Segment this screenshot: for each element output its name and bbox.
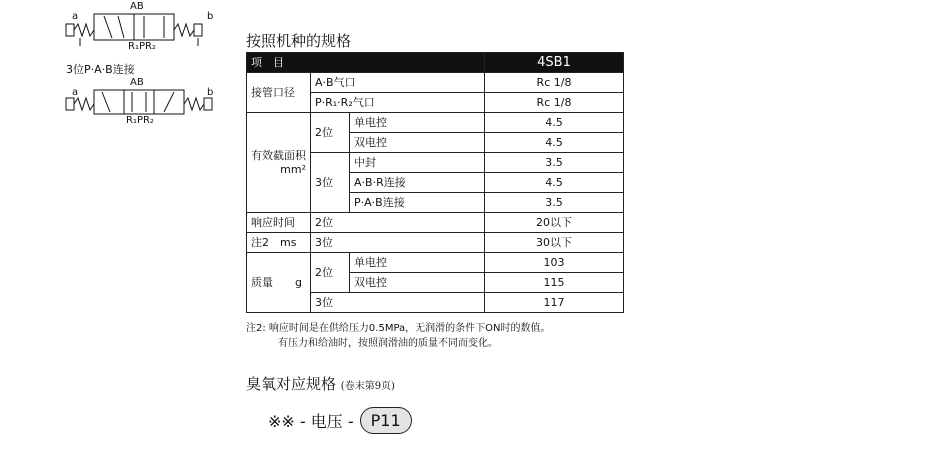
area-single-label: 单电控: [350, 113, 485, 133]
footnote: [246, 321, 551, 351]
area-pab-label: P·A·B连接: [350, 193, 485, 213]
port-label-bottom: R₁PR₂: [128, 41, 156, 52]
ozone-title: 臭氧对应规格: [246, 375, 337, 393]
effective-area-title: 有效截面积: [251, 148, 306, 162]
area-2pos-double-value: 4.5: [485, 133, 624, 153]
mass-double-label: 双电控: [350, 273, 485, 293]
resp-3pos-label: 3位: [311, 233, 485, 253]
response-time-label: 响应时间: [247, 213, 311, 233]
ozone-page-ref: (卷末第9页): [340, 381, 395, 392]
voltage-prefix: ※※ - 电压 -: [268, 412, 354, 431]
table-row: [247, 253, 624, 273]
area-3pos-label: 3位: [311, 153, 350, 213]
page-ref-badge: P11: [360, 407, 412, 434]
symbol-caption: 3位P·A·B连接: [66, 63, 135, 76]
table-row: [247, 213, 624, 233]
effective-area-unit: mm²: [280, 162, 306, 176]
area-3pos-pab-value: 3.5: [485, 193, 624, 213]
valve-symbol-2pos: [60, 2, 220, 50]
area-3pos-closed-value: 3.5: [485, 153, 624, 173]
area-closed-label: 中封: [350, 153, 485, 173]
area-abr-label: A·B·R连接: [350, 173, 485, 193]
port-label-b: b: [207, 87, 214, 98]
response-time-note: 注2 ms: [247, 233, 311, 253]
resp-2pos-label: 2位: [311, 213, 485, 233]
port-label-top: AB: [130, 1, 144, 12]
area-2pos-label: 2位: [311, 113, 350, 153]
mass-2pos-double-value: 115: [485, 273, 624, 293]
valve-diagram-icon: [60, 78, 220, 126]
table-title: 按照机种的规格: [246, 32, 352, 50]
header-item: 项 目: [247, 53, 485, 73]
mass-2pos-single-value: 103: [485, 253, 624, 273]
port-label-a: a: [72, 87, 79, 98]
table-row: [247, 73, 624, 93]
spec-table: [246, 52, 624, 313]
port-ab-label: A·B气口: [311, 73, 485, 93]
area-double-label: 双电控: [350, 133, 485, 153]
port-size-label: 接管口径: [247, 73, 311, 113]
port-label-top: AB: [130, 77, 144, 88]
port-pr-label: P·R₁·R₂气口: [311, 93, 485, 113]
area-3pos-abr-value: 4.5: [485, 173, 624, 193]
valve-diagram-icon: [60, 2, 220, 50]
mass-3pos-label: 3位: [311, 293, 485, 313]
table-header-row: [247, 53, 624, 73]
table-row: [247, 113, 624, 133]
table-row: [247, 233, 624, 253]
voltage-code: [268, 407, 412, 434]
mass-single-label: 单电控: [350, 253, 485, 273]
resp-3pos-value: 30以下: [485, 233, 624, 253]
port-label-bottom: R₁PR₂: [126, 115, 154, 126]
port-ab-value: Rc 1/8: [485, 73, 624, 93]
port-pr-value: Rc 1/8: [485, 93, 624, 113]
port-label-b: b: [207, 11, 214, 22]
mass-label: 质量 g: [247, 253, 311, 313]
effective-area-label: [247, 113, 311, 213]
footnote-line2: 有压力和给油时，按照润滑油的质量不同而变化。: [278, 338, 498, 349]
header-model: 4SB1: [485, 53, 624, 73]
mass-3pos-value: 117: [485, 293, 624, 313]
port-label-a: a: [72, 11, 79, 22]
mass-2pos-label: 2位: [311, 253, 350, 293]
area-2pos-single-value: 4.5: [485, 113, 624, 133]
ozone-heading: [246, 373, 395, 394]
valve-symbol-3pos: [60, 78, 220, 126]
footnote-line1: 注2: 响应时间是在供给压力0.5MPa，无润滑的条件下ON时的数值。: [246, 323, 551, 334]
resp-2pos-value: 20以下: [485, 213, 624, 233]
